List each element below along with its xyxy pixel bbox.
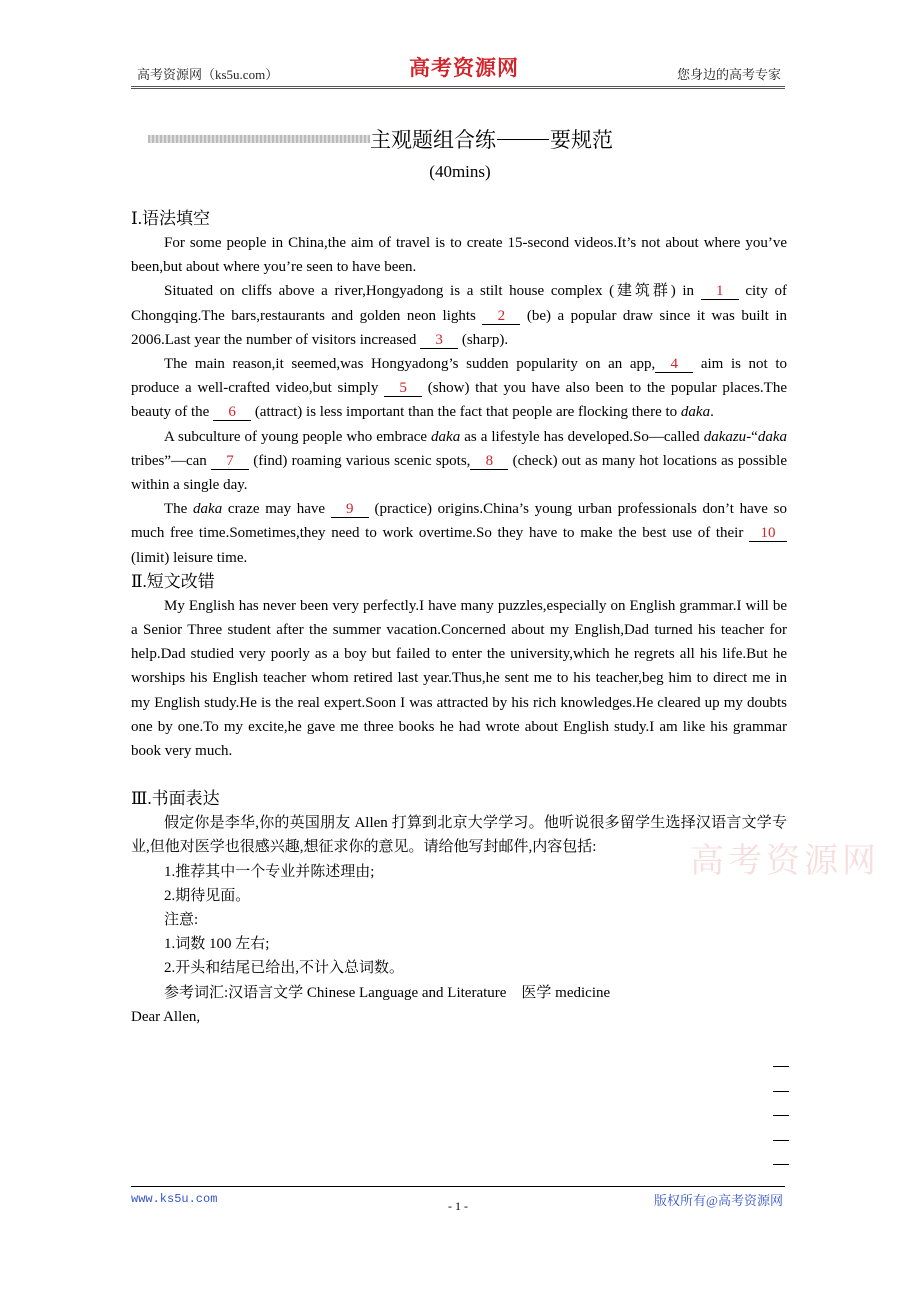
text-segment: 1.推荐其中一个专业并陈述理由; <box>164 863 375 880</box>
paragraph <box>131 932 787 956</box>
section-3-body <box>131 811 787 1005</box>
text-segment: 2.开头和结尾已给出,不计入总词数。 <box>164 960 405 977</box>
text-segment: (sharp). <box>458 331 509 348</box>
text-segment: (practice) origins.China’s young urban professionals don’t have so much free time.Sometimes,they need to work overtime.So they have to make the best use of their <box>131 501 787 542</box>
text-segment: For some people in China,the aim of travel is to create 15-second videos.It’s not about where you’ve been,but about where you’re seen to have been. <box>131 235 787 276</box>
page-title <box>148 124 613 154</box>
text-segment: (be) a popular draw since it was built in 2006.Last year the number of visitors increased <box>131 307 788 348</box>
italic-term: daka <box>431 428 461 445</box>
document-body <box>131 207 787 1029</box>
salutation: Dear Allen, <box>131 1008 201 1025</box>
italic-term: dakazu <box>703 428 747 445</box>
text-segment: (check) out as many hot locations as possible within a single day. <box>131 452 788 494</box>
answer-blank[interactable]: 5 <box>384 380 422 397</box>
writing-line <box>773 1140 789 1141</box>
text-segment: The main reason,it seemed,was Hongyadong’s sudden popularity on an app, <box>164 356 656 373</box>
text-segment: (find) roaming various scenic spots, <box>249 452 471 469</box>
writing-lines <box>773 1066 789 1189</box>
title-main: 主观题组合练 <box>370 128 496 152</box>
text-segment: 参考词汇:汉语言文学 Chinese Language and Literature 医学 medicine <box>164 984 611 1001</box>
italic-term: daka <box>757 428 788 445</box>
watermark: 高考资源网 <box>690 843 880 880</box>
text-segment: craze may have <box>222 501 331 518</box>
header-slogan: 您身边的高考专家 <box>676 67 781 82</box>
answer-blank[interactable]: 6 <box>213 404 251 421</box>
text-segment: aim is not to produce a well-crafted video,but simply <box>131 356 787 397</box>
text-segment: city of Chongqing.The bars,restaurants and golden neon lights <box>131 283 787 324</box>
text-segment: 假定你是李华,你的英国朋友 Allen 打算到北京大学学习。他听说很多留学生选择汉语言文学专业,但他对医学也很感兴趣,想征求你的意见。请给他写封邮件,内容包括: <box>131 815 787 856</box>
page-header <box>131 56 785 89</box>
paragraph <box>131 956 787 980</box>
paragraph <box>131 811 787 859</box>
section-3-heading: Ⅲ.书面表达 <box>131 789 220 809</box>
paragraph <box>131 497 787 570</box>
writing-line <box>773 1066 789 1067</box>
text-segment: (limit) leisure time. <box>131 549 248 566</box>
section-2-body <box>131 594 787 763</box>
text-segment: (attract) is less important than the fact that people are flocking there to <box>251 404 681 421</box>
answer-blank[interactable]: 4 <box>655 356 693 373</box>
text-segment: . <box>710 404 714 421</box>
answer-blank[interactable]: 2 <box>482 308 520 325</box>
writing-line <box>773 1115 789 1116</box>
footer-url[interactable]: www.ks5u.com <box>131 1192 218 1206</box>
text-segment: My English has never been very perfectly.I have many puzzles,especially on English grammar.I will be a Senior Three student after the summer vacation.Concerned about my English,Dad turned his teacher for help.Dad studied very poorly as a boy but failed to enter the university,which he regrets all his life.But he worships his English teacher whom retired last year.Thus,he sent me to his teacher,beg him to direct me in my English study.He is the real expert.Soon I was attracted by his rich knowledges.He cleared up my doubts one by one.To my excite,he gave me three books he had wrote about English study.I am like his grammar book very much. <box>131 597 787 760</box>
answer-blank[interactable]: 7 <box>211 453 249 470</box>
text-segment: -“ <box>746 428 758 445</box>
header-site-name: 高考资源网（ks5u.com） <box>137 67 279 82</box>
page-number: - 1 - <box>448 1199 468 1213</box>
page-footer <box>131 1186 785 1213</box>
text-segment: 1.词数 100 左右; <box>164 936 270 953</box>
text-segment: 注意: <box>164 912 199 929</box>
text-segment: 2.期待见面。 <box>164 887 251 904</box>
title-sub: 要规范 <box>550 128 613 152</box>
paragraph <box>131 425 787 498</box>
paragraph <box>131 594 787 763</box>
text-segment: as a lifestyle has developed.So—called <box>460 428 704 445</box>
writing-line <box>773 1164 789 1165</box>
header-logo: 高考资源网 <box>409 56 519 80</box>
title-dash <box>497 139 549 140</box>
paragraph <box>131 981 787 1005</box>
text-segment: A subculture of young people who embrace <box>164 428 432 445</box>
time-limit: (40mins) <box>429 162 491 181</box>
paragraph <box>131 884 787 908</box>
paragraph <box>131 908 787 932</box>
paragraph <box>131 860 787 884</box>
title-decoration <box>148 135 370 143</box>
paragraph <box>131 352 787 425</box>
answer-blank[interactable]: 1 <box>701 283 739 300</box>
section-2-heading: Ⅱ.短文改错 <box>131 571 215 591</box>
footer-copyright: 版权所有@高考资源网 <box>654 1193 783 1208</box>
answer-blank[interactable]: 9 <box>331 501 369 518</box>
section-1-heading: Ⅰ.语法填空 <box>131 209 210 228</box>
italic-term: daka <box>193 501 223 518</box>
paragraph <box>131 231 787 279</box>
italic-term: daka <box>680 404 711 421</box>
text-segment: Situated on cliffs above a river,Hongyadong is a stilt house complex (建筑群) in <box>164 283 701 300</box>
section-1-body <box>131 231 787 570</box>
writing-line <box>773 1091 789 1092</box>
answer-blank[interactable]: 3 <box>420 332 458 349</box>
text-segment: (show) that you have also been to the popular places.The beauty of the <box>131 380 787 421</box>
text-segment: The <box>164 501 194 518</box>
answer-blank[interactable]: 8 <box>470 453 508 470</box>
answer-blank[interactable]: 10 <box>749 525 787 542</box>
text-segment: tribes”—can <box>131 452 212 469</box>
paragraph <box>131 279 787 352</box>
